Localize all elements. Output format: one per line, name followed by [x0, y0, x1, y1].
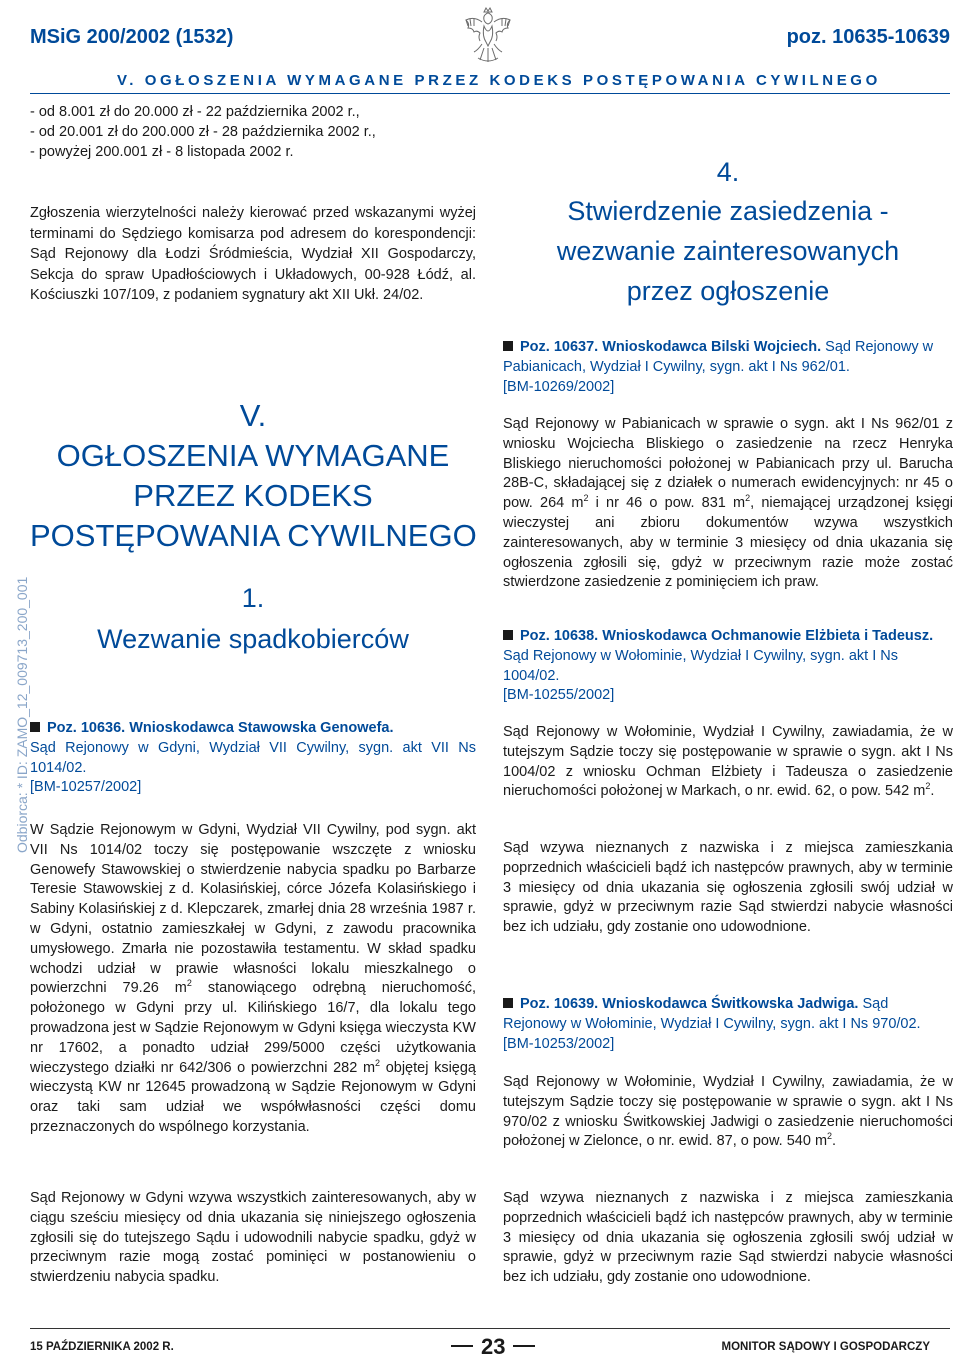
notice-10639 — [503, 995, 953, 1054]
notice-10638-summons — [503, 839, 953, 938]
section-title-line: POSTĘPOWANIA CYWILNEGO — [30, 518, 477, 553]
notice-court: Sąd Rejonowy w Wołominie, Wydział I Cywilny, sygn. akt I Ns 970/02. — [503, 996, 921, 1032]
right-section-heading — [503, 153, 953, 311]
issue-date: 15 PAŹDZIERNIKA 2002 R. — [30, 1341, 174, 1353]
right-section-title-line: przez ogłoszenie — [626, 276, 830, 306]
claims-text: Zgłoszenia wierzytelności należy kierować przed wskazanymi wyżej terminami do Sędziego komisarza pod adresem do korespondencji: Sąd Rejonowy dla Łodzi Śródmieścia, Wydział XII Gospodarczy, Sekcja do spraw Upadłościowych i Układowych, 00-928 Łódź, al. Kościuszki 107/109, z podaniem sygnatury akt XII Ukł. 24/02. — [30, 205, 476, 303]
notice-10637 — [503, 338, 953, 397]
notice-10636-body — [30, 821, 476, 1138]
notice-reference: [BM-10257/2002] — [30, 779, 142, 796]
deadline-line: - powyżej 200.001 zł - 8 listopada 2002 r. — [30, 143, 294, 160]
notice-court: Sąd Rejonowy w Wołominie, Wydział I Cywilny, sygn. akt I Ns 1004/02. — [503, 647, 898, 684]
deadlines-list — [30, 103, 476, 162]
notice-reference: [BM-10269/2002] — [503, 378, 615, 395]
deadline-line: - od 8.001 zł do 20.000 zł - 22 października 2002 r., — [30, 104, 360, 120]
notice-reference: [BM-10255/2002] — [503, 687, 615, 704]
notice-10639-summons — [503, 1189, 953, 1288]
notice-title: Poz. 10637. Wnioskodawca Bilski Wojciech. — [520, 339, 822, 355]
notice-body: Sąd Rejonowy w Wołominie, Wydział I Cywilny, zawiadamia, że w tutejszym Sądzie toczy się postępowanie w sprawie o sygn. akt I Ns 1004/02 z wniosku Ochman Elżbiety i Tadeusza o zasiedzenie nieruchomości położonej w Markach, o nr. ewid. 62, o pow. 542 $m^2$. — [503, 724, 953, 800]
running-section-title: V. OGŁOSZENIA WYMAGANE PRZEZ KODEKS POSTĘPOWANIA CYWILNEGO — [117, 72, 881, 89]
right-section-title-line: Stwierdzenie zasiedzenia - — [567, 196, 889, 226]
journal-issue: MSiG 200/2002 (1532) — [30, 26, 234, 48]
notice-court: Sąd Rejonowy w Pabianicach, Wydział I Cywilny, sygn. akt I Ns 962/01. — [503, 339, 934, 375]
notice-summons: Sąd Rejonowy w Gdyni wzywa wszystkich zainteresowanych, aby w ciągu sześciu miesięcy od dnia ukazania się niniejszego ogłoszenia zgłosili się do tutejszego Sądu i udowodnili nabycie spadku, gdyż w przeciwnym razie mogą zostać pominięci w postanowieniu o stwierdzeniu nabycia spadku. — [30, 1190, 476, 1286]
notice-summons: Sąd wzywa nieznanych z nazwiska i z miejsca zamieszkania poprzednich właścicieli bądź ich następców prawnych, aby w terminie 3 miesięcy od dnia ukazania się ogłoszenia zgłosili swój udział w sprawie, gdyż w przeciwnym razie Sąd stwierdzi nabycie własności bez ich udziału, gdy zostanie ono udowodnione. — [503, 840, 953, 936]
bullet-square-icon — [30, 722, 40, 732]
right-section-number: 4. — [716, 157, 740, 187]
notice-10637-body — [503, 415, 953, 593]
bullet-square-icon — [503, 998, 513, 1008]
notice-body: W Sądzie Rejonowym w Gdyni, Wydział VII Cywilny, pod sygn. akt VII Ns 1014/02 toczy się postępowanie wszczęte z wniosku Genowefy Stawowskiej o stwierdzenie nabycia spadku po Barbarze Teresie Stawowskiej z d. Kolasińskiej, córce Józefa Kolasińskiego i Sabiny Kolasińskiej z d. Klepczarek, zmarłej dnia 28 września 1987 r. w Gdyni, ostatnio zamieszkałej w Gdyni, z zawodu pracownika umysłowego. Zmarła nie pozostawiła testamentu. W skład spadku wchodzi udział w prawie własności lokalu mieszkalnego o powierzchni 79.26 $m^2$ stanowiącego odrębną nieruchomość, położonego w Gdyni przy ul. Kilińskiego 16/7, dla lokalu tego prowadzona jest w Sądzie Rejonowym w Gdyni księga wieczysta KW nr 17602, a ponadto udział 299/5000 części użytkowania wieczystego działki nr 642/306 o powierzchni 282 $m^2$ objętej księgą wieczystą KW nr 12645 prowadzoną w Sądzie Rejonowym w Gdyni oraz taki sam udział we współwłasności części domu przeznaczonych do wspólnego korzystania. — [30, 822, 476, 1135]
notice-10638 — [503, 627, 953, 706]
bullet-square-icon — [503, 341, 513, 351]
notice-title: Poz. 10639. Wnioskodawca Świtkowska Jadwiga. — [520, 996, 859, 1012]
notice-court: Sąd Rejonowy w Gdyni, Wydział VII Cywilny, sygn. akt VII Ns 1014/02. — [30, 739, 476, 776]
section-number: V. — [239, 398, 267, 433]
subsection-heading — [30, 579, 476, 661]
notice-10639-body — [503, 1073, 953, 1152]
section-title-line: PRZEZ KODEKS — [133, 478, 373, 513]
footer-rule — [30, 1328, 950, 1329]
notice-body: Sąd Rejonowy w Pabianicach w sprawie o sygn. akt I Ns 962/01 z wniosku Wojciecha Bliskiego o zasiedzenie na rzecz Henryka Bliskiego nieruchomości położonej w Pabianicach przy ul. Barucha 28B-C, składającej się z działek o numerach ewidencyjnych: nr 45 o pow. 264 $m^2$ i nr 46 o pow. 831 $m^2$, niemającej urządzonej księgi wieczystej ani zbioru dokumentów wzywa wszystkich zainteresowanych, aby w terminie 3 miesięcy od dnia ukazania się ogłoszenia zgłosili się, gdyż w przeciwnym razie może zostać stwierdzone zasiedzenie z pominięciem ich praw. — [503, 416, 953, 591]
polish-eagle-icon — [462, 4, 514, 66]
claims-paragraph — [30, 203, 476, 306]
page-number: 23 — [443, 1334, 543, 1360]
section-title-line: OGŁOSZENIA WYMAGANE — [56, 438, 450, 473]
notice-10636 — [30, 719, 476, 798]
subsection-number: 1. — [241, 583, 265, 613]
notice-title: Poz. 10638. Wnioskodawca Ochmanowie Elżbieta i Tadeusz. — [520, 628, 934, 644]
section-heading — [30, 396, 476, 556]
notice-body: Sąd Rejonowy w Wołominie, Wydział I Cywilny, zawiadamia, że w tutejszym Sądzie toczy się postępowanie w sprawie o sygn. akt I Ns 970/02 z wniosku Świtkowskiej Jadwigi o zasiedzenie nieruchomości położonej w Zielonce, o nr. ewid. 87, o pow. 540 $m^2$. — [503, 1074, 953, 1150]
subsection-title: Wezwanie spadkobierców — [97, 624, 409, 654]
notice-10636-summons — [30, 1189, 476, 1288]
notice-summons: Sąd wzywa nieznanych z nazwiska i z miejsca zamieszkania poprzednich właścicieli bądź ich następców prawnych, aby w terminie 3 miesięcy od dnia ukazania się ogłoszenia zgłosili swój udział w sprawie, gdyż w przeciwnym razie Sąd stwierdzi nabycie własności bez ich udziału, gdy zostanie ono udowodnione. — [503, 1190, 953, 1286]
notice-reference: [BM-10253/2002] — [503, 1035, 615, 1052]
notice-10638-body — [503, 723, 953, 802]
notice-title: Poz. 10636. Wnioskodawca Stawowska Genowefa. — [47, 720, 394, 736]
recipient-id-label: Odbiorca: * ID: ZAMO_12_009713_200_001 — [14, 576, 30, 853]
bullet-square-icon — [503, 630, 513, 640]
right-section-title-line: wezwanie zainteresowanych — [556, 236, 900, 266]
header-rule — [30, 93, 950, 94]
positions-range: poz. 10635-10639 — [786, 26, 950, 48]
deadline-line: - od 20.001 zł do 200.000 zł - 28 października 2002 r., — [30, 123, 376, 140]
publication-name: MONITOR SĄDOWY I GOSPODARCZY — [721, 1341, 930, 1353]
